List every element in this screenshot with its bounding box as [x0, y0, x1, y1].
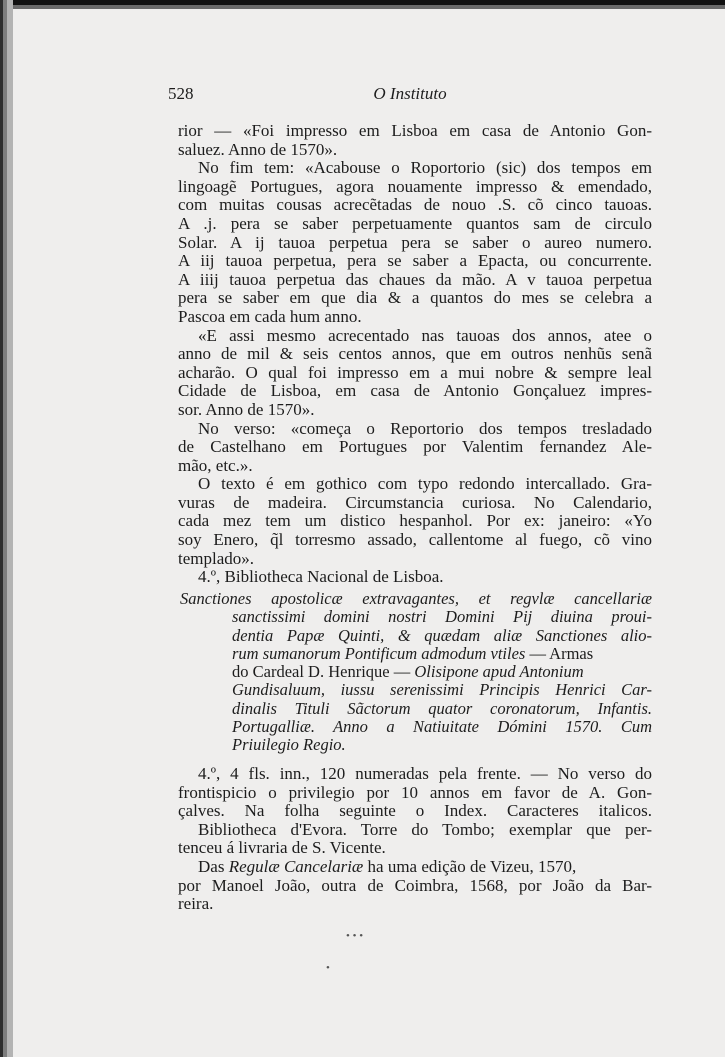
printer-mark: • — [326, 962, 330, 974]
text-line: çalves. Na folha seguinte o Index. Caracteres italicos. — [178, 801, 652, 821]
text-line: Solar. A ij tauoa perpetua pera se saber o aureo numero. — [178, 232, 652, 252]
notes-text — [178, 765, 652, 914]
entry-line: Gundisaluum, iussu serenissimi Principis Henrici Car- — [232, 680, 652, 700]
entry-line: dinalis Tituli Sãctorum quator coronatorum, Infantis. — [232, 698, 652, 718]
running-title: O Instituto — [373, 84, 447, 103]
text-line: sor. Anno de 1570». — [178, 399, 315, 419]
scan-top-edge — [0, 0, 725, 9]
printer-mark: • • • — [346, 930, 364, 942]
text-line: «E assi mesmo acrecentado nas tauoas dos annos, atee o — [198, 325, 652, 345]
text-line: O texto é em gothico com typo redondo intercallado. Gra- — [198, 474, 652, 494]
text-line: tenceu á livraria de S. Vicente. — [178, 838, 386, 858]
text-line: No fim tem: «Acabouse o Roportorio (sic) dos tempos em — [198, 158, 652, 178]
text-line: A .j. pera se saber perpetuamente quantos sam de circulo — [178, 213, 652, 233]
text-line: anno de mil & seis centos annos, que em outros nenhũs senã — [178, 344, 652, 364]
text-line: Pascoa em cada hum anno. — [178, 306, 362, 326]
text-line: reira. — [178, 894, 214, 914]
text-line: templado». — [178, 548, 255, 568]
text-line: saluez. Anno de 1570». — [178, 139, 338, 159]
text-line: rior — «Foi impresso em Lisboa em casa de Antonio Gon- — [178, 121, 652, 140]
text-line: mão, etc.». — [178, 455, 253, 475]
entry-line — [180, 645, 652, 663]
body-text — [178, 122, 652, 587]
text-line: pera se saber em que dia & a quantos do mes se celebra a — [178, 288, 652, 308]
entry-line: Portugalliæ. Anno a Natiuitate Dómini 1570. Cum — [232, 717, 652, 737]
entry-line — [180, 663, 652, 681]
text-line: A iiij tauoa perpetua das chaues da mão. A v tauoa perpetua — [178, 269, 652, 289]
text-line: acharão. O qual foi impresso em a mui nobre & sempre leal — [178, 362, 652, 382]
entry-fragment: Olisipone apud Antonium — [410, 662, 584, 682]
text-line: A iij tauoa perpetua, pera se saber a Epacta, ou concurrente. — [178, 251, 652, 271]
text-fragment: ha uma edição de Vizeu, 1570, — [363, 856, 577, 876]
entry-fragment: rum sumanorum Pontificum admodum vtiles — [232, 643, 526, 663]
text-line: 4.º, 4 fls. inn., 120 numeradas pela frente. — No verso do — [198, 764, 652, 783]
entry-line: Priuilegio Regio. — [232, 735, 346, 755]
text-line: de Castelhano em Portugues por Valentim fernandez Ale- — [178, 437, 652, 457]
page-header — [168, 84, 652, 106]
text-line: cada mez tem um distico hespanhol. Por ex: janeiro: «Yo — [178, 511, 652, 531]
entry-line: sanctissimi domini nostri Domini Pij diuina proui- — [232, 607, 652, 627]
text-line: Cidade de Lisboa, em casa de Antonio Gonçaluez impres- — [178, 381, 652, 401]
entry-fragment: — Armas — [525, 643, 594, 663]
page-number: 528 — [168, 84, 194, 103]
text-fragment-italic: Regulæ Cancelariæ — [228, 856, 364, 876]
text-line — [178, 858, 652, 877]
text-line: No verso: «começa o Reportorio dos tempos tresladado — [198, 418, 652, 438]
text-line: vuras de madeira. Circumstancia curiosa. No Calendario, — [178, 492, 652, 512]
text-line: Bibliotheca d'Evora. Torre do Tombo; exemplar que per- — [198, 819, 652, 839]
entry-line: dentia Papæ Quinti, & quædam aliæ Sanctiones alio- — [232, 625, 652, 645]
entry-line: Sanctiones apostolicæ extravagantes, et regvlæ cancellariæ — [180, 589, 652, 608]
text-line: frontispicio o privilegio por 10 annos em favor de A. Gon- — [178, 782, 652, 802]
bibliographic-entry — [180, 590, 652, 755]
text-line: por Manoel João, outra de Coimbra, 1568, por João da Bar- — [178, 875, 652, 895]
text-line: 4.º, Bibliotheca Nacional de Lisboa. — [198, 567, 444, 587]
text-line: lingoagẽ Portugues, agora nouamente impresso & emendado, — [178, 176, 652, 196]
book-spine-shadow — [0, 0, 13, 1057]
entry-fragment: do Cardeal D. Henrique — — [232, 662, 411, 682]
text-fragment: Das — [198, 856, 229, 876]
text-line: soy Enero, q̃l torresmo assado, callentome al fuego, cõ vino — [178, 530, 652, 550]
text-line: com muitas cousas acrecẽtadas de nouo .S. cõ cinco tauoas. — [178, 195, 652, 215]
